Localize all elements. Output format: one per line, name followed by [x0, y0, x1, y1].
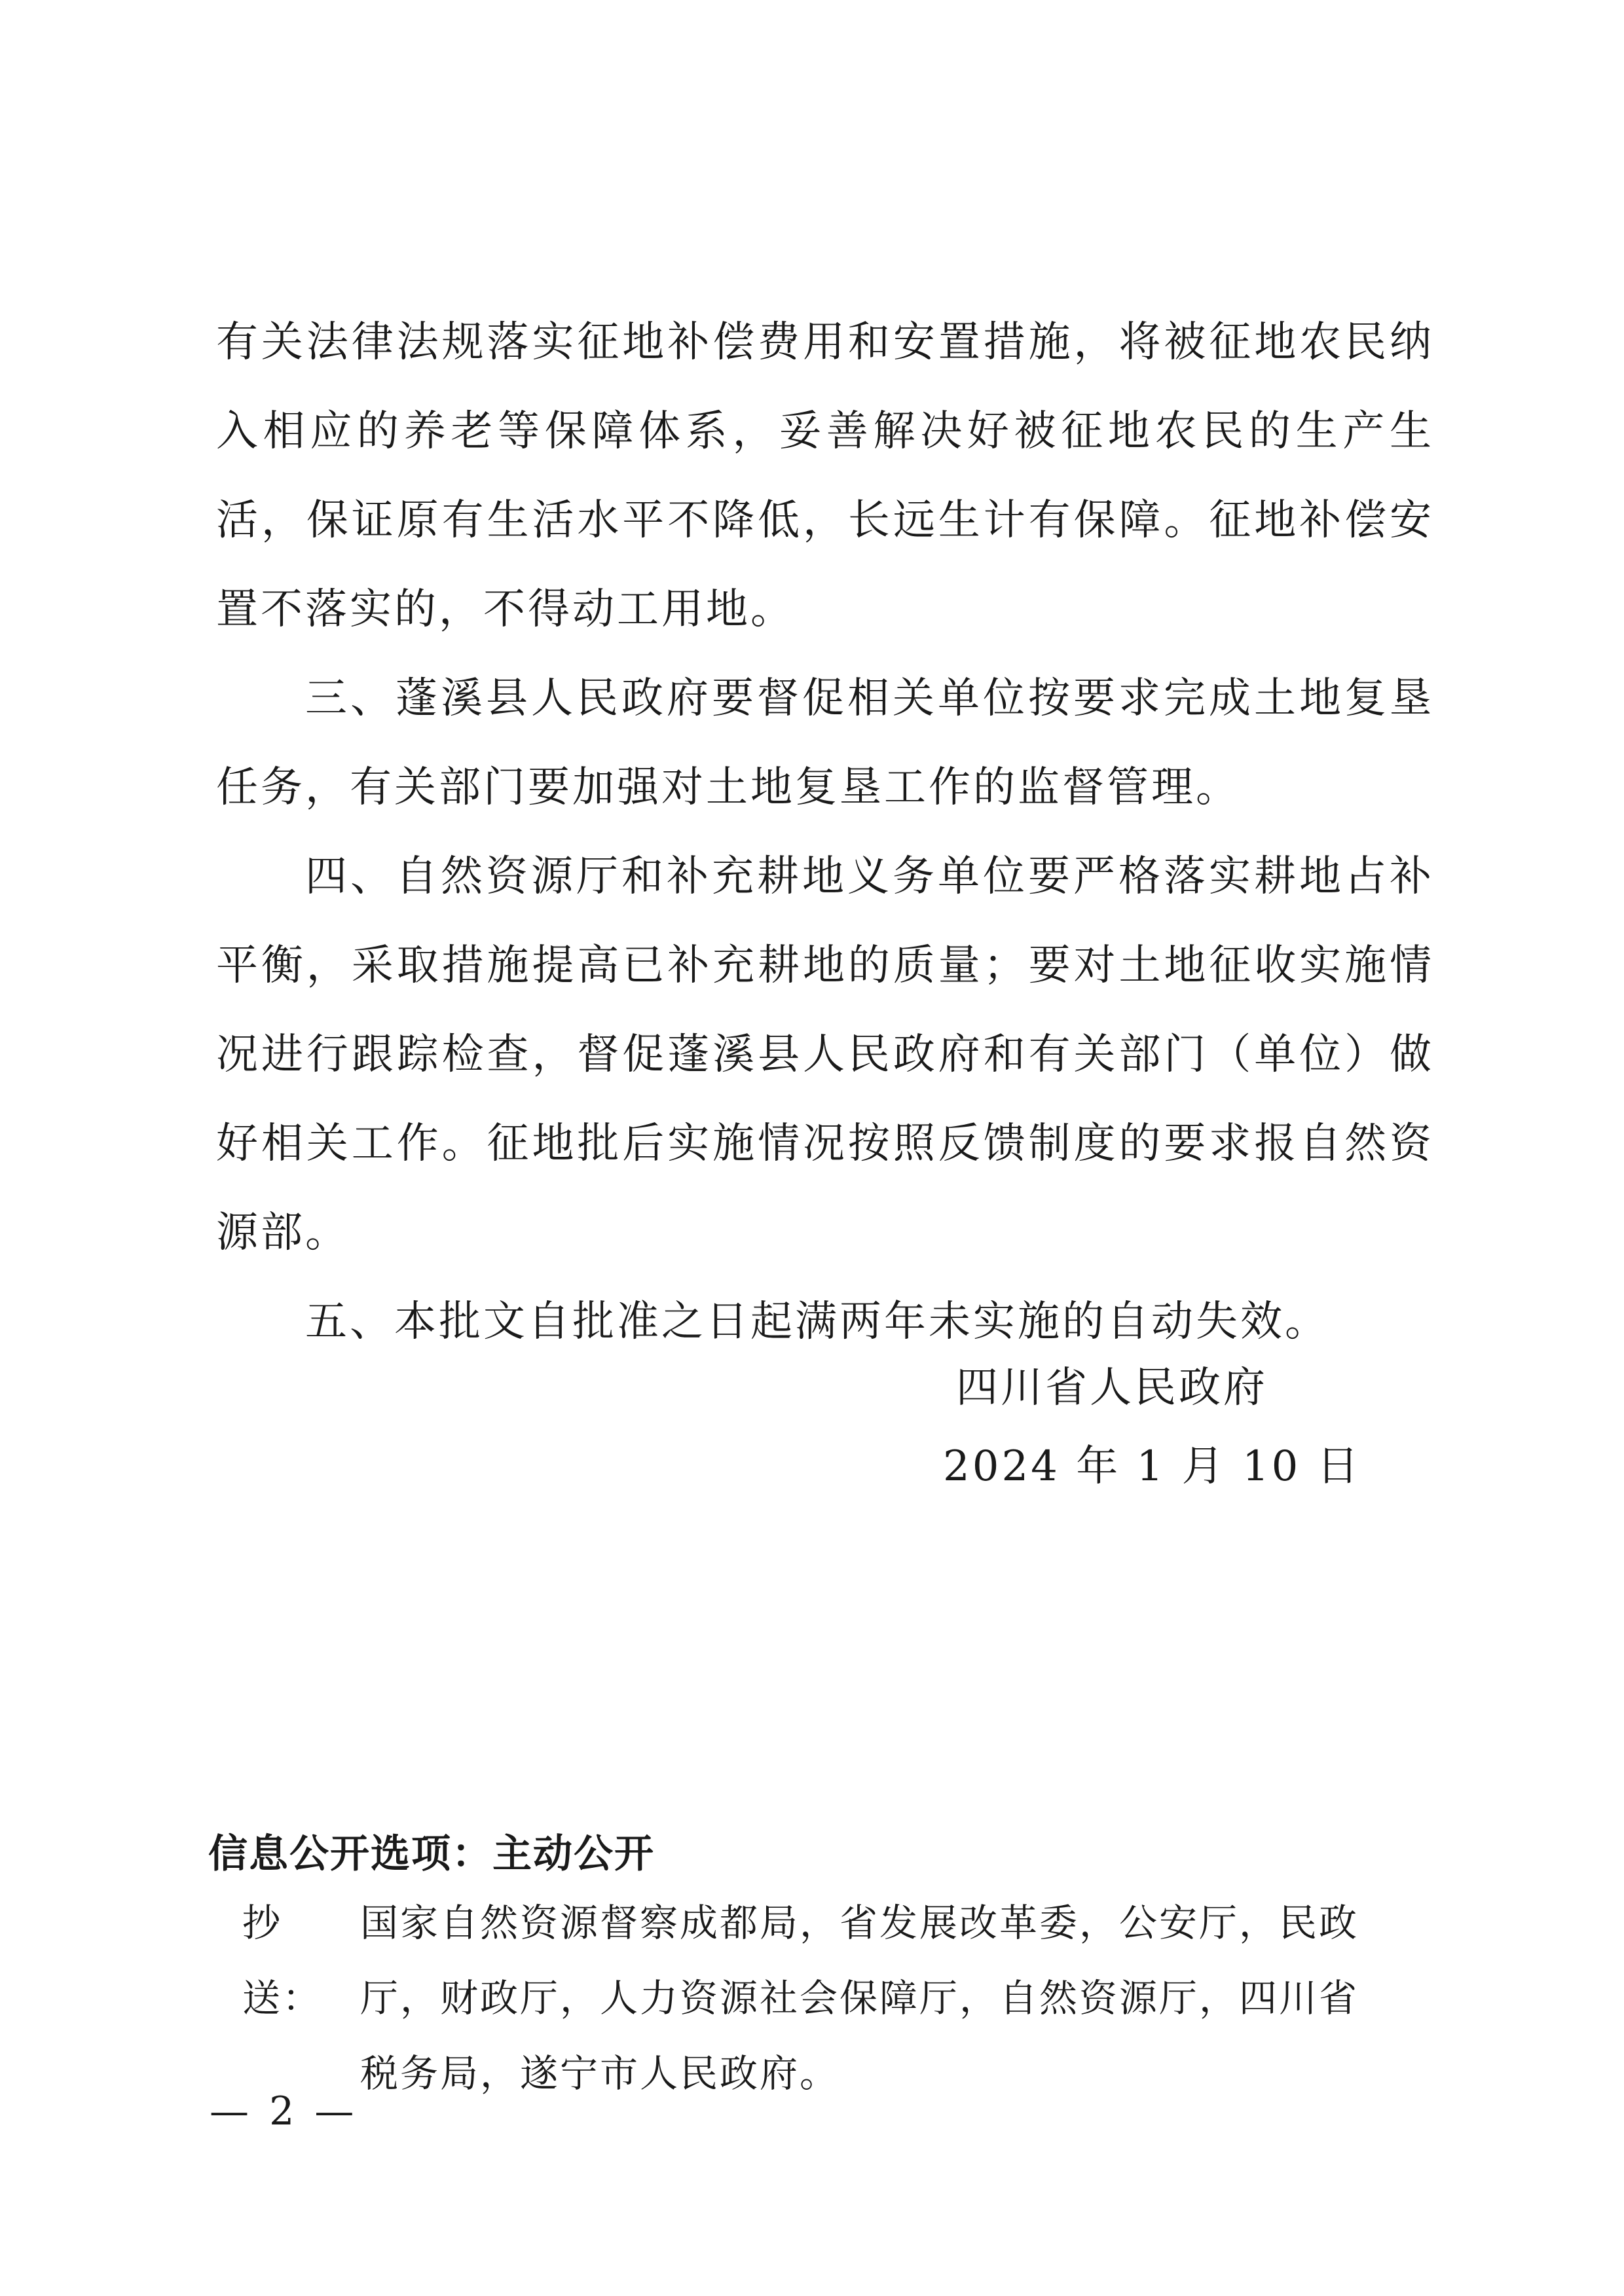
signature-block: [943, 1349, 1361, 1506]
disclosure-option: 信息公开选项：主动公开: [208, 1831, 655, 1877]
document-body: [216, 298, 1434, 1366]
page-number: — 2 —: [210, 2088, 358, 2134]
cc-label: 抄送：: [242, 1901, 323, 2020]
signature-date: 2024 年 1 月 10 日: [943, 1442, 1361, 1491]
cc-block: [242, 1886, 1408, 2111]
cc-recipients: 国家自然资源督察成都局，省发展改革委，公安厅，民政厅，财政厅，人力资源社会保障厅，自然资源厅，四川省税务局，遂宁市人民政府。: [360, 1901, 1359, 2096]
signature-organization: 四川省人民政府: [956, 1364, 1268, 1412]
paragraph-item-3: 三、蓬溪县人民政府要督促相关单位按要求完成土地复垦任务，有关部门要加强对土地复垦工作的监督管理。: [216, 674, 1434, 812]
paragraph-continuation: 有关法律法规落实征地补偿费用和安置措施，将被征地农民纳入相应的养老等保障体系，妥善解决好被征地农民的生产生活，保证原有生活水平不降低，长远生计有保障。征地补偿安置不落实的，不得动工用地。: [216, 318, 1434, 634]
paragraph-item-4: 四、自然资源厅和补充耕地义务单位要严格落实耕地占补平衡，采取措施提高已补充耕地的质量；要对土地征收实施情况进行跟踪检查，督促蓬溪县人民政府和有关部门（单位）做好相关工作。征地批后实施情况按照反馈制度的要求报自然资源部。: [216, 852, 1434, 1257]
paragraph-item-5: 五、本批文自批准之日起满两年未实施的自动失效。: [305, 1298, 1329, 1346]
